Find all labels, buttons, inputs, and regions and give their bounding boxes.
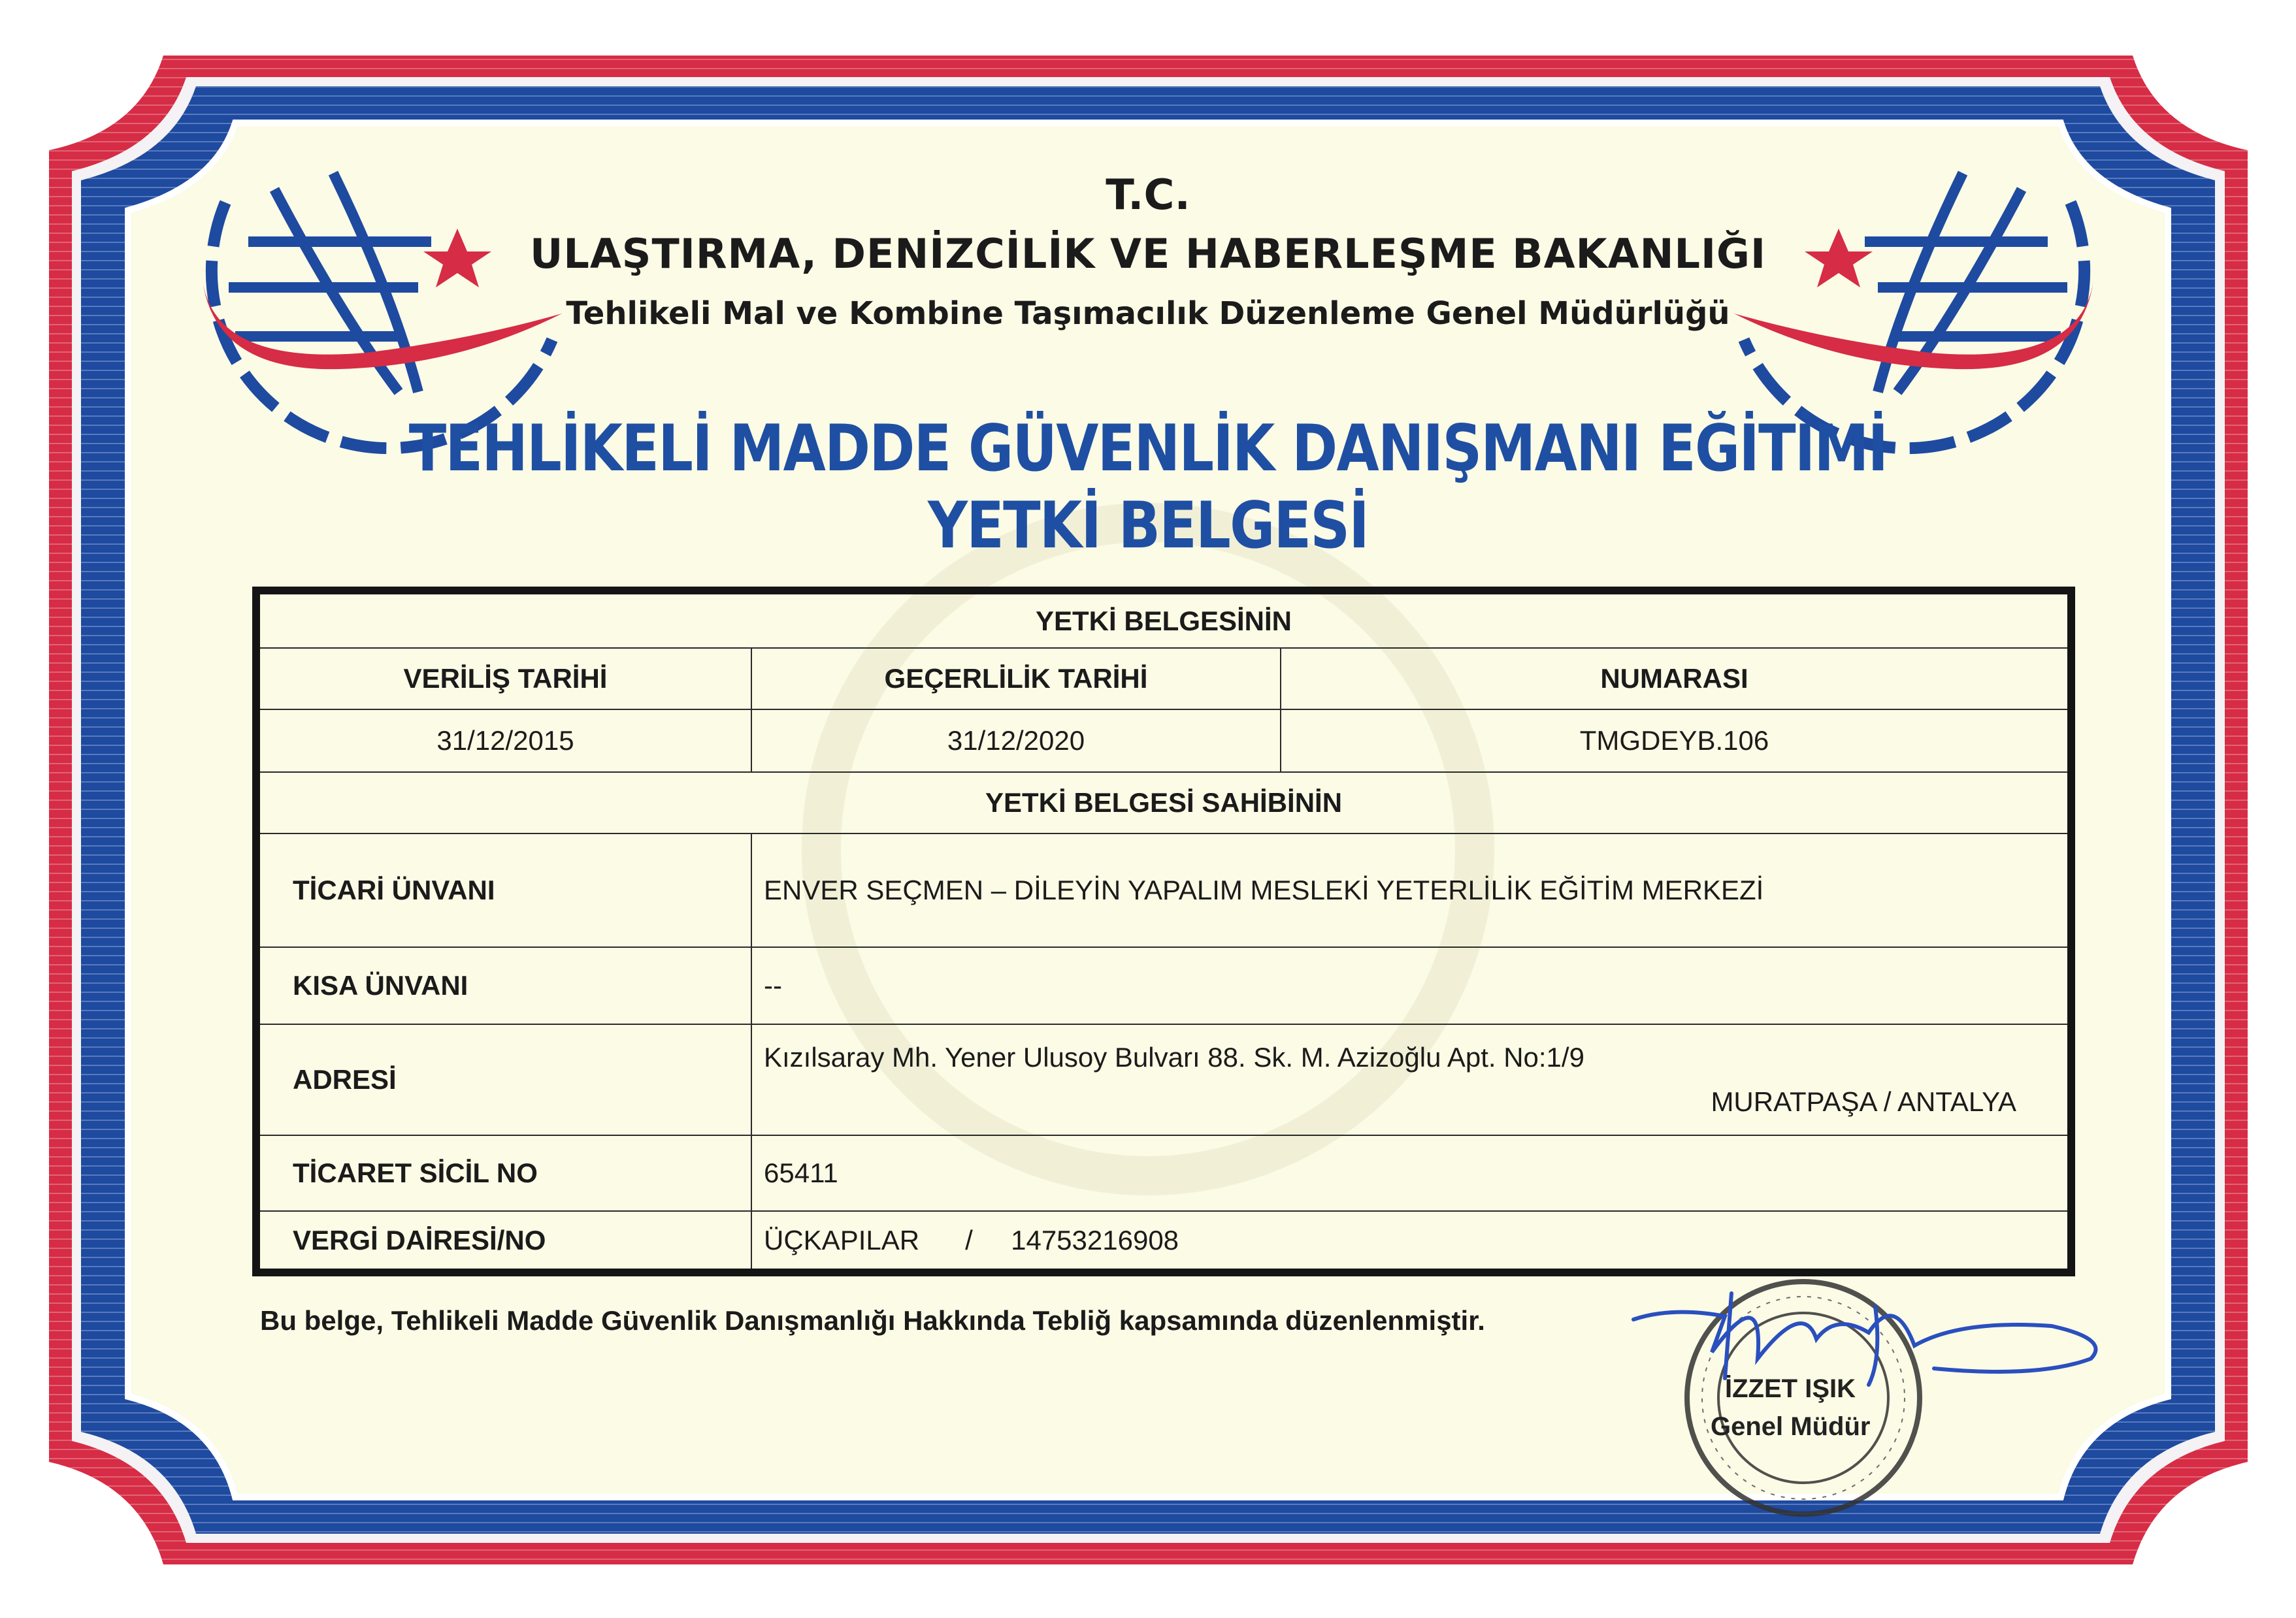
col-issue-date: VERİLİŞ TARİHİ [256, 648, 751, 709]
issue-date-value: 31/12/2015 [256, 709, 751, 772]
table-row [256, 833, 2071, 947]
signatory-title: Genel Müdür [1711, 1412, 1871, 1441]
certificate-table [252, 587, 2075, 1276]
table-row [256, 1024, 2071, 1135]
label-trade-registry: TİCARET SİCİL NO [256, 1135, 751, 1211]
header-tc: T.C. [1106, 171, 1190, 219]
certificate-title-line1: TEHLİKELİ MADDE GÜVENLİK DANIŞMANI EĞİTİMİ [408, 412, 1888, 486]
label-address: ADRESİ [256, 1024, 751, 1135]
address-line1: Kızılsaray Mh. Yener Ulusoy Bulvarı 88. Sk. M. Azizoğlu Apt. No:1/9 [764, 1042, 1584, 1073]
header-department: Tehlikeli Mal ve Kombine Taşımacılık Düzenleme Genel Müdürlüğü [566, 295, 1730, 332]
signatory-name: İZZET IŞIK [1725, 1374, 1856, 1403]
table-row [256, 1135, 2071, 1211]
label-tax-office: VERGİ DAİRESİ/NO [256, 1211, 751, 1272]
value-trade-name: ENVER SEÇMEN – DİLEYİN YAPALIM MESLEKİ YETERLİLİK EĞİTİM MERKEZİ [751, 833, 2071, 947]
col-number: NUMARASI [1281, 648, 2071, 709]
validity-date-value: 31/12/2020 [751, 709, 1281, 772]
table-row [256, 947, 2071, 1024]
value-trade-registry: 65411 [751, 1135, 2071, 1211]
certificate-title-line2: YETKİ BELGESİ [927, 489, 1369, 563]
header-ministry: ULAŞTIRMA, DENİZCİLİK VE HABERLEŞME BAKANLIĞI [529, 230, 1767, 278]
section-heading-certificate: YETKİ BELGESİNİN [256, 591, 2071, 648]
value-tax-office: ÜÇKAPILAR / 14753216908 [751, 1211, 2071, 1272]
address-line2: MURATPAŞA / ANTALYA [1711, 1086, 2016, 1117]
label-short-name: KISA ÜNVANI [256, 947, 751, 1024]
number-value: TMGDEYB.106 [1281, 709, 2071, 772]
col-validity-date: GEÇERLİLİK TARİHİ [751, 648, 1281, 709]
value-address [751, 1024, 2071, 1135]
footer-note: Bu belge, Tehlikeli Madde Güvenlik Danışmanlığı Hakkında Tebliğ kapsamında düzenlenmiştir. [260, 1305, 1485, 1336]
section-heading-holder: YETKİ BELGESİ SAHİBİNİN [256, 772, 2071, 833]
table-row [256, 1211, 2071, 1272]
value-short-name: -- [751, 947, 2071, 1024]
label-trade-name: TİCARİ ÜNVANI [256, 833, 751, 947]
